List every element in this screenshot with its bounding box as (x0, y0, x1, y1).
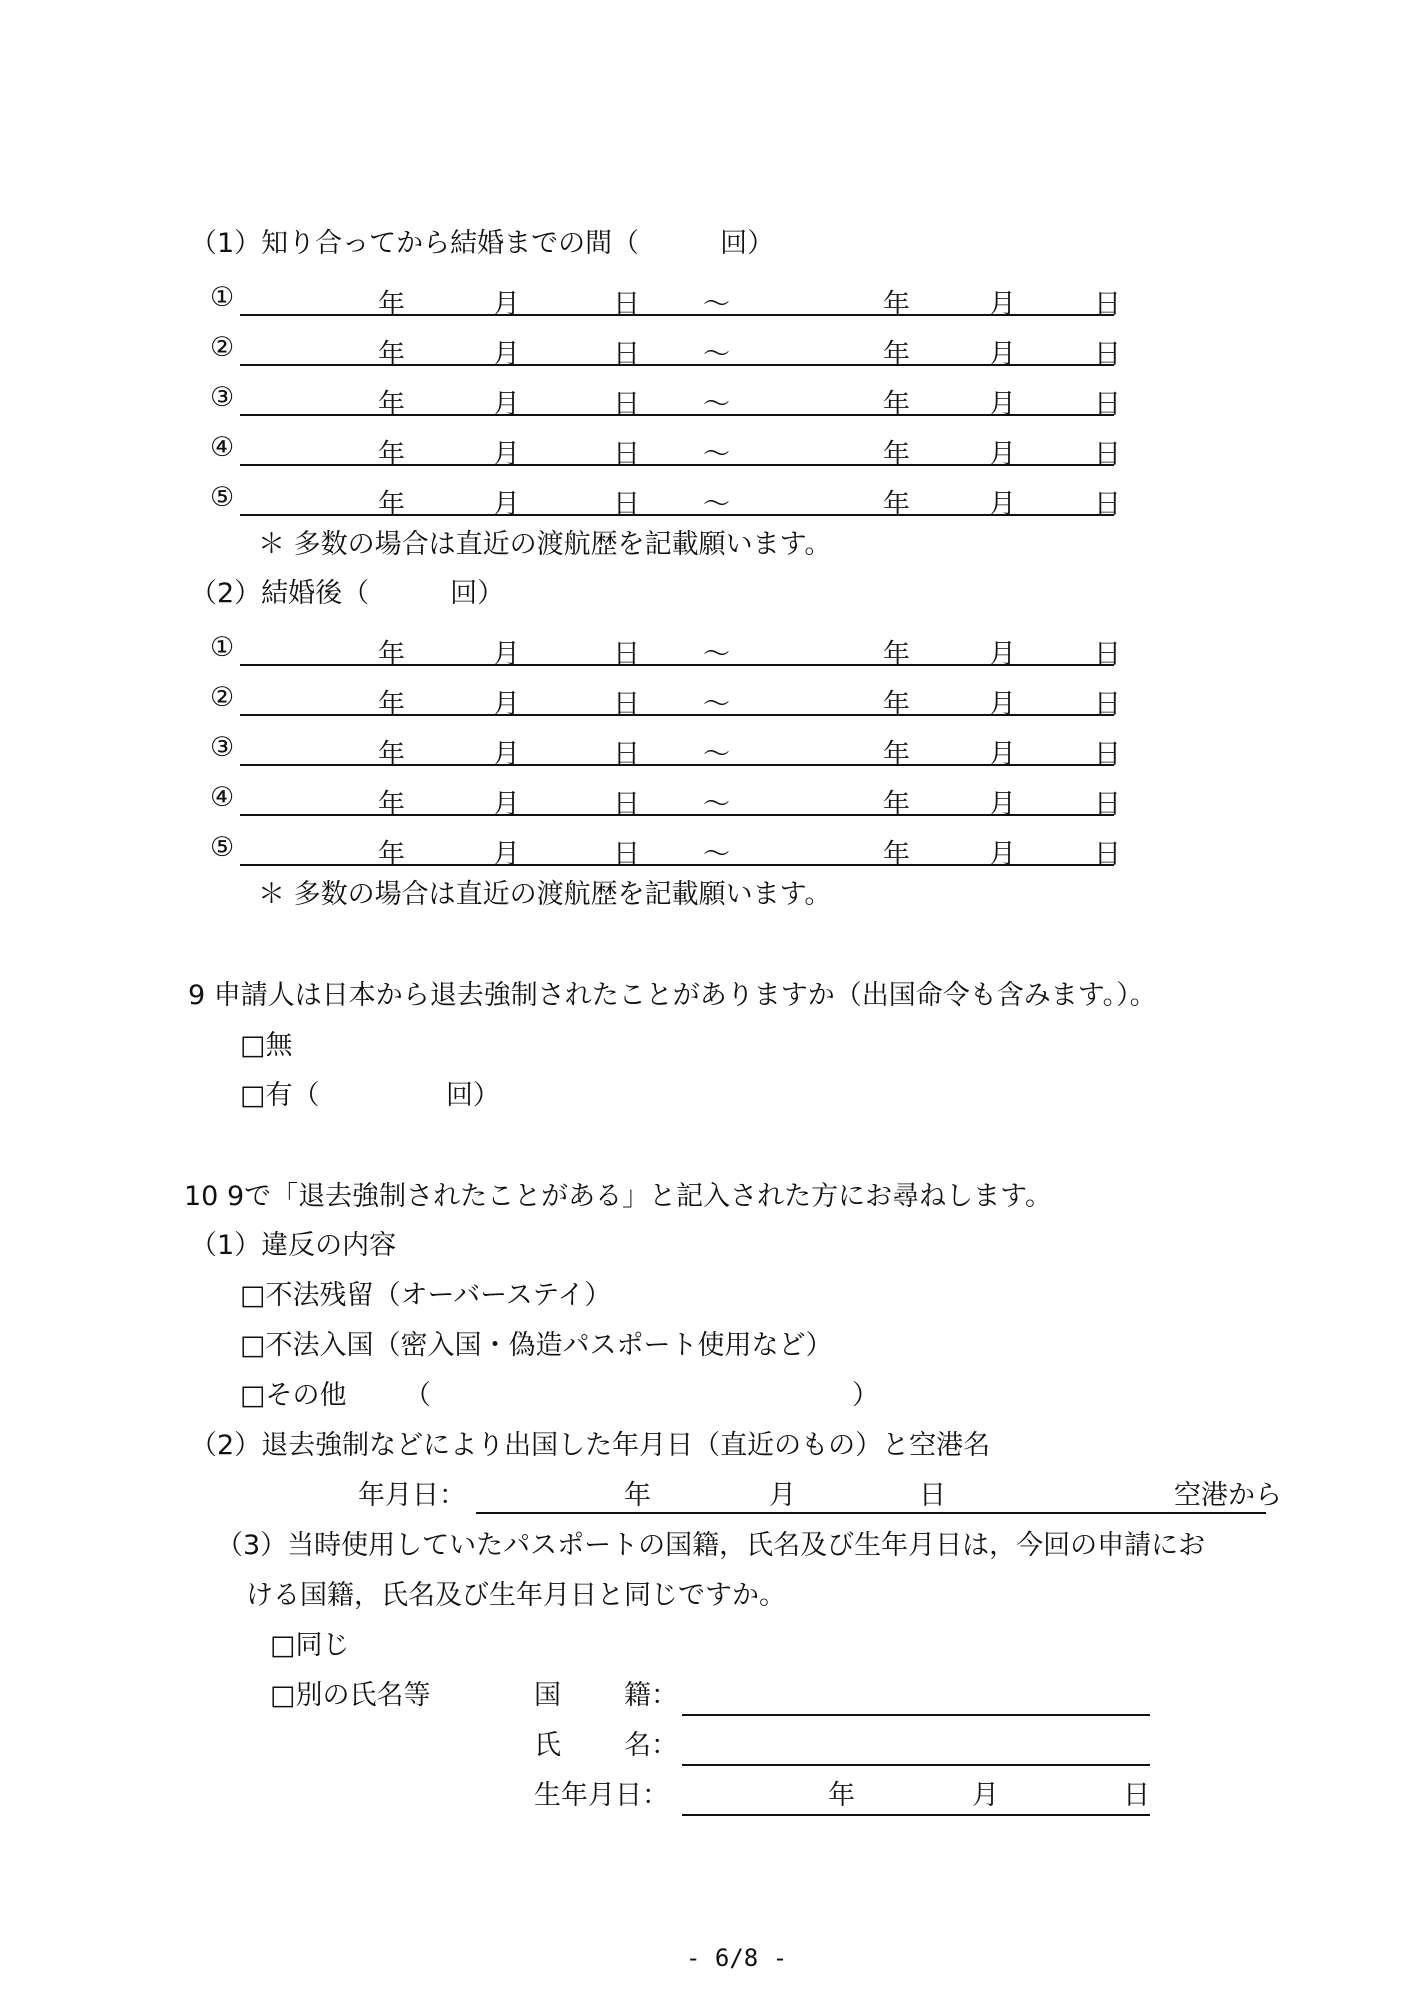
section8-part1-heading: （1）知り合ってから結婚までの間（ 回） (190, 228, 775, 259)
start-day-label: 日 (613, 739, 640, 770)
q10-option-same[interactable]: □同じ (270, 1630, 350, 1661)
row-number: ① (210, 282, 235, 313)
range-tilde: ～ (703, 389, 730, 420)
end-day-label: 日 (1094, 439, 1121, 470)
start-month-label: 月 (493, 339, 520, 370)
q10-part1-heading: （1）違反の内容 (190, 1230, 397, 1261)
q10-dob-month: 月 (972, 1780, 999, 1811)
q9-option-yes-count-suffix: 回） (446, 1080, 500, 1111)
q10-airport-suffix: 空港から (1174, 1480, 1282, 1511)
start-day-label: 日 (613, 289, 640, 320)
q10-other-paren-open: （ (404, 1380, 431, 1411)
q10-date-day: 日 (919, 1480, 946, 1511)
row-number: ① (210, 632, 235, 663)
end-year-label: 年 (883, 389, 910, 420)
end-day-label: 日 (1094, 389, 1121, 420)
end-day-label: 日 (1094, 789, 1121, 820)
end-day-label: 日 (1094, 339, 1121, 370)
section8-part2-row-5[interactable] (210, 828, 1121, 870)
start-year-label: 年 (378, 839, 405, 870)
start-month-label: 月 (493, 839, 520, 870)
q10-dob-year: 年 (828, 1780, 855, 1811)
row-underline (240, 814, 1114, 816)
start-year-label: 年 (378, 639, 405, 670)
start-day-label: 日 (613, 639, 640, 670)
q10-dob-field[interactable] (682, 1814, 1150, 1816)
q9-option-none[interactable]: □無 (240, 1030, 293, 1061)
start-year-label: 年 (378, 789, 405, 820)
end-month-label: 月 (989, 739, 1016, 770)
q10-part2-heading: （2）退去強制などにより出国した年月日（直近のもの）と空港名 (190, 1430, 991, 1461)
end-month-label: 月 (989, 289, 1016, 320)
row-underline (240, 764, 1114, 766)
range-tilde: ～ (703, 689, 730, 720)
range-tilde: ～ (703, 639, 730, 670)
row-number: ② (210, 682, 235, 713)
start-month-label: 月 (493, 489, 520, 520)
section8-part1-note: ＊ 多数の場合は直近の渡航歴を記載願います。 (258, 529, 832, 560)
q10-date-year: 年 (624, 1480, 651, 1511)
range-tilde: ～ (703, 489, 730, 520)
start-month-label: 月 (493, 689, 520, 720)
section8-part2-row-1[interactable] (210, 628, 1121, 670)
start-day-label: 日 (613, 689, 640, 720)
row-number: ⑤ (210, 482, 235, 513)
q10-part3-line2: ける国籍，氏名及び生年月日と同じですか。 (246, 1580, 786, 1611)
row-number: ④ (210, 782, 235, 813)
row-number: ③ (210, 732, 235, 763)
section8-part1-row-5[interactable] (210, 478, 1121, 520)
q10-dob-label: 生年月日： (534, 1780, 669, 1811)
start-year-label: 年 (378, 739, 405, 770)
start-year-label: 年 (378, 489, 405, 520)
q10-name-label-b: 名： (624, 1730, 678, 1761)
section8-part2-row-2[interactable] (210, 678, 1121, 720)
q10-date-label: 年月日： (358, 1480, 466, 1511)
start-day-label: 日 (613, 439, 640, 470)
row-underline (240, 864, 1114, 866)
q10-name-label-a: 氏 (534, 1730, 561, 1761)
start-year-label: 年 (378, 289, 405, 320)
page-number: - 6/8 - (686, 1944, 788, 1972)
row-number: ⑤ (210, 832, 235, 863)
end-month-label: 月 (989, 839, 1016, 870)
q9-option-yes[interactable]: □有（ (240, 1080, 320, 1111)
end-year-label: 年 (883, 739, 910, 770)
row-underline (240, 314, 1114, 316)
end-day-label: 日 (1094, 639, 1121, 670)
start-month-label: 月 (493, 739, 520, 770)
range-tilde: ～ (703, 739, 730, 770)
row-number: ③ (210, 382, 235, 413)
start-month-label: 月 (493, 639, 520, 670)
section8-part1-row-4[interactable] (210, 428, 1121, 470)
q10-nationality-field[interactable] (682, 1714, 1150, 1716)
q10-nationality-label-a: 国 (534, 1680, 561, 1711)
q10-date-month: 月 (769, 1480, 796, 1511)
row-underline (240, 514, 1114, 516)
section8-part2-row-3[interactable] (210, 728, 1121, 770)
end-day-label: 日 (1094, 689, 1121, 720)
start-month-label: 月 (493, 289, 520, 320)
start-year-label: 年 (378, 689, 405, 720)
row-number: ④ (210, 432, 235, 463)
end-month-label: 月 (989, 389, 1016, 420)
range-tilde: ～ (703, 439, 730, 470)
q10-option-different[interactable]: □別の氏名等 (270, 1680, 431, 1711)
section8-part2-note: ＊ 多数の場合は直近の渡航歴を記載願います。 (258, 879, 832, 910)
row-underline (240, 364, 1114, 366)
q10-option-illegal-entry[interactable]: □不法入国（密入国・偽造パスポート使用など） (240, 1330, 833, 1361)
range-tilde: ～ (703, 289, 730, 320)
start-day-label: 日 (613, 839, 640, 870)
end-month-label: 月 (989, 689, 1016, 720)
section8-part2-heading: （2）結婚後（ 回） (190, 578, 505, 609)
section8-part2-row-4[interactable] (210, 778, 1121, 820)
start-year-label: 年 (378, 439, 405, 470)
range-tilde: ～ (703, 789, 730, 820)
start-month-label: 月 (493, 439, 520, 470)
q10-option-other[interactable]: □その他 (240, 1380, 347, 1411)
section8-part1-row-1[interactable] (210, 278, 1121, 320)
end-day-label: 日 (1094, 739, 1121, 770)
row-number: ② (210, 332, 235, 363)
row-underline (240, 714, 1114, 716)
end-month-label: 月 (989, 339, 1016, 370)
q10-other-paren-close: ） (852, 1380, 879, 1411)
start-year-label: 年 (378, 339, 405, 370)
q9-question: 9 申請人は日本から退去強制されたことがありますか（出国命令も含みます。）。 (188, 980, 1157, 1011)
end-year-label: 年 (883, 289, 910, 320)
q10-dob-day: 日 (1123, 1780, 1150, 1811)
end-month-label: 月 (989, 489, 1016, 520)
row-underline (240, 464, 1114, 466)
end-day-label: 日 (1094, 489, 1121, 520)
end-year-label: 年 (883, 689, 910, 720)
row-underline (240, 414, 1114, 416)
row-underline (240, 664, 1114, 666)
section8-part1-row-3[interactable] (210, 378, 1121, 420)
q10-part3-line1: （3）当時使用していたパスポートの国籍，氏名及び生年月日は，今回の申請にお (216, 1530, 1206, 1561)
q10-nationality-label-b: 籍： (624, 1680, 678, 1711)
range-tilde: ～ (703, 839, 730, 870)
end-year-label: 年 (883, 789, 910, 820)
end-day-label: 日 (1094, 839, 1121, 870)
q10-option-overstay[interactable]: □不法残留（オーバーステイ） (240, 1280, 612, 1311)
end-year-label: 年 (883, 339, 910, 370)
start-day-label: 日 (613, 339, 640, 370)
end-year-label: 年 (883, 839, 910, 870)
range-tilde: ～ (703, 339, 730, 370)
end-month-label: 月 (989, 789, 1016, 820)
start-month-label: 月 (493, 389, 520, 420)
start-year-label: 年 (378, 389, 405, 420)
end-day-label: 日 (1094, 289, 1121, 320)
q10-date-underline[interactable] (476, 1512, 1266, 1514)
q10-name-field[interactable] (682, 1764, 1150, 1766)
start-month-label: 月 (493, 789, 520, 820)
end-year-label: 年 (883, 439, 910, 470)
end-month-label: 月 (989, 639, 1016, 670)
end-month-label: 月 (989, 439, 1016, 470)
q10-question: 10 9で「退去強制されたことがある」と記入された方にお尋ねします。 (184, 1181, 1052, 1212)
section8-part1-row-2[interactable] (210, 328, 1121, 370)
end-year-label: 年 (883, 489, 910, 520)
start-day-label: 日 (613, 789, 640, 820)
end-year-label: 年 (883, 639, 910, 670)
start-day-label: 日 (613, 389, 640, 420)
start-day-label: 日 (613, 489, 640, 520)
